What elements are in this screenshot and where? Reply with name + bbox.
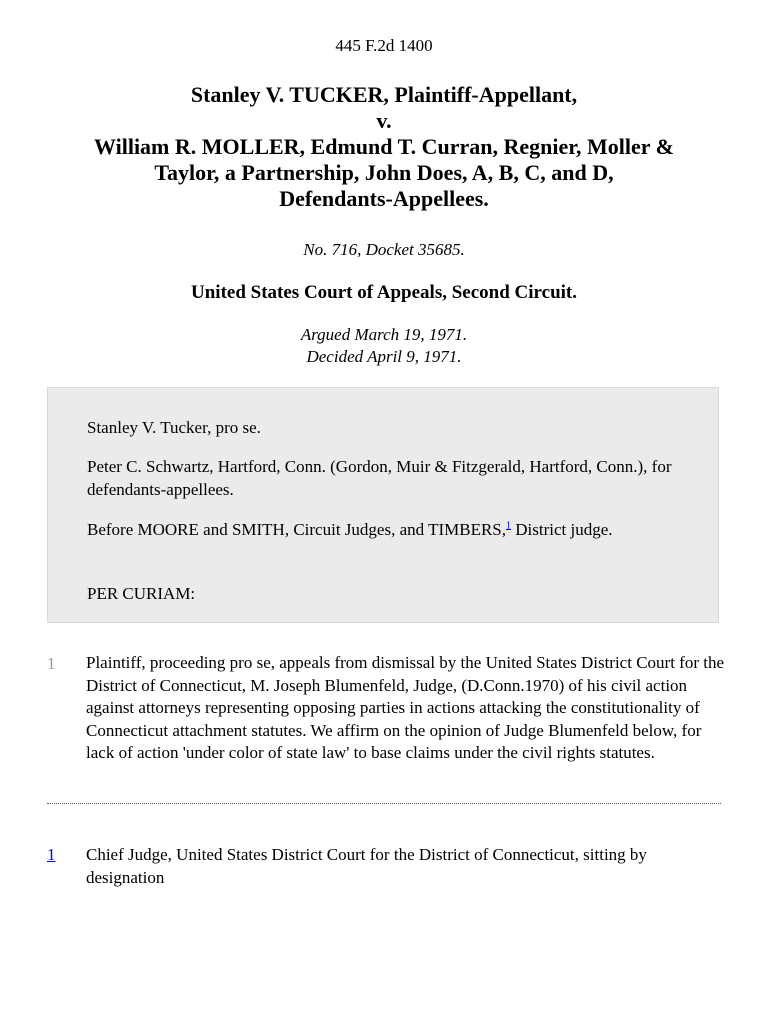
caption-versus: v. [376, 108, 392, 133]
docket-number: No. 716, Docket 35685. [303, 240, 465, 259]
case-citation: 445 F.2d 1400 [335, 36, 433, 55]
appellant-counsel: Stanley V. Tucker, pro se. [87, 418, 261, 437]
case-caption [40, 82, 728, 212]
appellees-counsel: Peter C. Schwartz, Hartford, Conn. (Gordon, Muir & Fitzgerald, Hartford, Conn.), for defendants-appellees. [87, 457, 672, 499]
case-dates [0, 324, 768, 368]
caption-plaintiff: Stanley V. TUCKER, Plaintiff-Appellant, [190, 82, 578, 107]
caption-defendants-line-1: William R. MOLLER, Edmund T. Curran, Regnier, Moller & [94, 134, 674, 159]
footnote-ref-link[interactable]: 1 [506, 520, 511, 532]
panel-after-text: District judge. [511, 520, 613, 539]
counsel-box [47, 387, 719, 623]
court-name: United States Court of Appeals, Second Circuit. [191, 282, 577, 303]
decided-date: Decided April 9, 1971. [306, 347, 462, 366]
caption-defendants-line-2: Taylor, a Partnership, John Does, A, B, C, and D, [154, 160, 614, 185]
footnote-number-link[interactable]: 1 [47, 845, 56, 864]
footnote-text: Chief Judge, United States District Court for the District of Connecticut, sitting by designation [86, 845, 647, 887]
paragraph-text: Plaintiff, proceeding pro se, appeals from dismissal by the United States District Court for the District of Connecticut, M. Joseph Blumenfeld, Judge, (D.Conn.1970) of his civil action against attorneys representing opposing parties in actions attacking the constitutionality of Connecticut attachment statutes. We affirm on the opinion of Judge Blumenfeld below, for lack of action 'under color of state law' to base claims under the civil rights statutes. [86, 653, 725, 762]
per-curiam-label: PER CURIAM: [87, 584, 196, 603]
caption-defendants-line-3: Defendants-Appellees. [279, 186, 489, 211]
panel-judges [87, 518, 697, 541]
panel-before-text: Before MOORE and SMITH, Circuit Judges, and TIMBERS, [87, 520, 506, 539]
argued-date: Argued March 19, 1971. [300, 325, 468, 344]
footnote-divider [47, 803, 721, 804]
paragraph-number: 1 [47, 654, 56, 673]
